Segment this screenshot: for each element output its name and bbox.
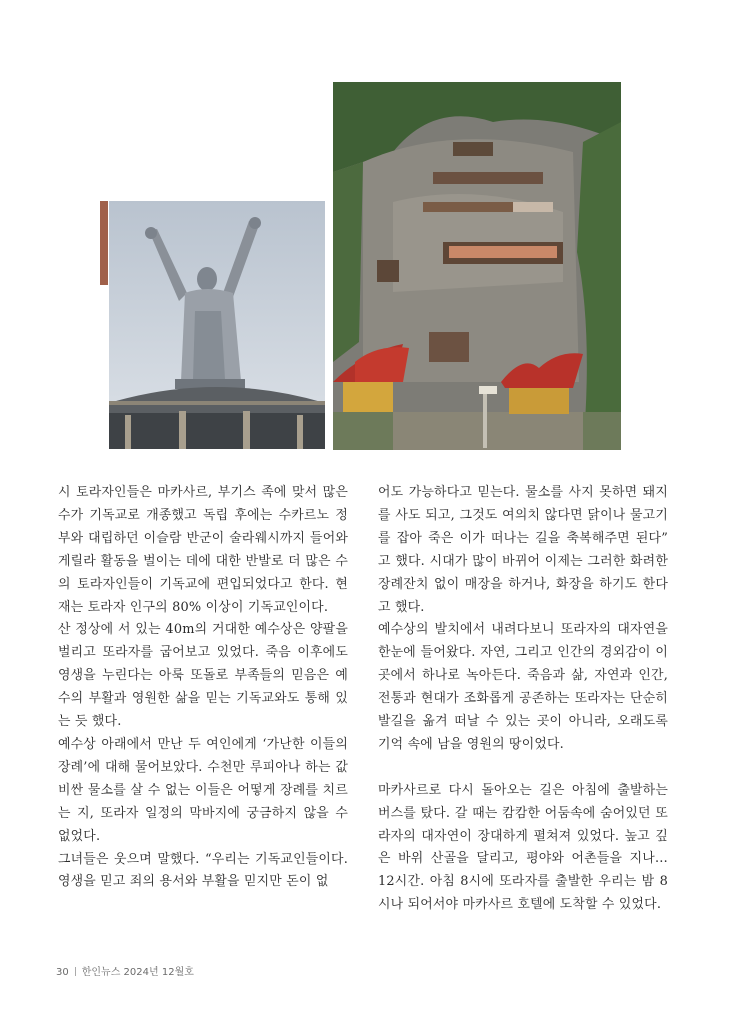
page-footer — [56, 963, 194, 978]
paragraph: 시 토라자인들은 마카사르, 부기스 족에 맞서 많은 수가 기독교로 개종했고 독립 후에는 수카르노 정부와 대립하던 이슬람 반군이 술라웨시까지 들어와 게릴라 활동을 벌이는 데에 대한 반발로 더 많은 수의 토라자인들이 기독교에 편입되었다고 한다. 현재는 토라자 인구의 80% 이상이 기독교인이다. — [58, 485, 348, 615]
paragraph: 어도 가능하다고 믿는다. 물소를 사지 못하면 돼지를 사도 되고, 그것도 여의치 않다면 닭이나 물고기를 잡아 죽은 이가 떠나는 길을 축복해주면 된다” 고 했다. 시대가 많이 바뀌어 이제는 그러한 화려한 장례잔치 없이 매장을 하거나, 화장을 하기도 한다고 했다. — [378, 485, 668, 615]
cliff-graves-photo — [333, 82, 621, 450]
paragraph: 예수상의 발치에서 내려다보니 또라자의 대자연을 한눈에 들어왔다. 자연, 그리고 인간의 경외감이 이곳에서 하나로 녹아든다. 죽음과 삶, 자연과 인간, 전통과 현대가 조화롭게 공존하는 또라자는 단순히 발길을 옮겨 떠날 수 있는 곳이 아니라, 오래도록 기억 속에 남을 영원의 땅이었다. — [378, 622, 668, 752]
christ-statue-photo — [109, 201, 325, 449]
paragraph: 산 정상에 서 있는 40m의 거대한 예수상은 양팔을 벌리고 또라자를 굽어보고 있었다. 죽음 이후에도 영생을 누린다는 아룩 또돌로 부족들의 믿음은 예수의 부활과 영원한 삶을 믿는 기독교와도 통해 있는 듯 했다. — [58, 622, 348, 730]
paragraph: 마카사르로 다시 돌아오는 길은 아침에 출발하는 버스를 탔다. 갈 때는 캄캄한 어둠속에 숨어있던 또라자의 대자연이 장대하게 펼쳐져 있었다. 높고 깊은 바위 산골을 달리고, 평야와 어촌들을 지나… 12시간. 아침 8시에 또라자를 출발한 우리는 밤 8시나 되어서야 마카사르 호텔에 도착할 수 있었다. — [378, 782, 668, 913]
publication-name: 한인뉴스 2024년 12월호 — [81, 967, 194, 978]
accent-bar — [100, 201, 108, 285]
divider — [75, 967, 76, 976]
article-left-column — [58, 482, 348, 894]
paragraph: 예수상 아래에서 만난 두 여인에게 ‘가난한 이들의 장례’에 대해 물어보았다. 수천만 루피아나 하는 값비싼 물소를 살 수 없는 이들은 어떻게 장례를 치르는 지, 또라자 일정의 막바지에 궁금하지 않을 수 없었다. — [58, 736, 348, 844]
page-number: 30 — [56, 967, 69, 978]
paragraph: 그녀들은 웃으며 말했다. “우리는 기독교인들이다. 영생을 믿고 죄의 용서와 부활을 믿지만 돈이 없 — [58, 851, 348, 890]
article-right-column — [378, 482, 668, 917]
